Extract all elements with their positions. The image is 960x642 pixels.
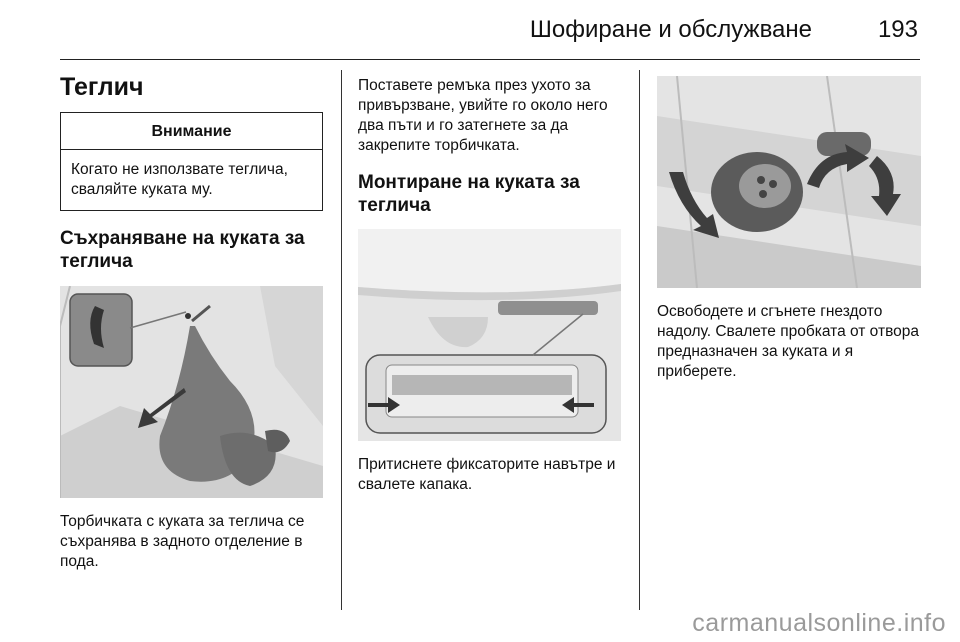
socket-caption: Освободете и сгънете гнездото надолу. Свалете пробката от отвора предназначен за куката и я приберете. (657, 303, 919, 381)
page-number: 193 (877, 16, 918, 43)
header-rule (60, 59, 920, 60)
page-header-title: Шофиране и обслужване (529, 16, 812, 43)
middle-column (358, 76, 624, 495)
right-column (657, 76, 921, 383)
warning-title: Внимание (61, 113, 322, 150)
section-title: Теглич (60, 73, 144, 101)
bumper-cover-illustration (358, 229, 621, 441)
release-caption: Притиснете фиксаторите навътре и свалете капака. (358, 455, 616, 494)
warning-box (60, 112, 323, 211)
storage-subheading: Съхраняване на куката за теглича (60, 228, 305, 273)
watermark: carmanualsonline.info (692, 609, 946, 637)
column-divider-right (639, 70, 640, 610)
left-column (60, 72, 323, 572)
socket-illustration (657, 76, 921, 288)
column-divider-left (341, 70, 342, 610)
towbar-bag-illustration (60, 286, 323, 498)
mounting-subheading: Монтиране на куката за теглича (358, 171, 580, 216)
storage-caption: Торбичката с куката за теглича се съхранява в задното отделение в пода. (60, 512, 305, 570)
strap-instruction: Поставете ремъка през ухото за привързване, увийте го около него два пъти и го затегнете за да закрепите торбичката. (358, 77, 608, 155)
warning-text: Когато не използвате теглича, сваляйте куката му. (71, 161, 288, 199)
